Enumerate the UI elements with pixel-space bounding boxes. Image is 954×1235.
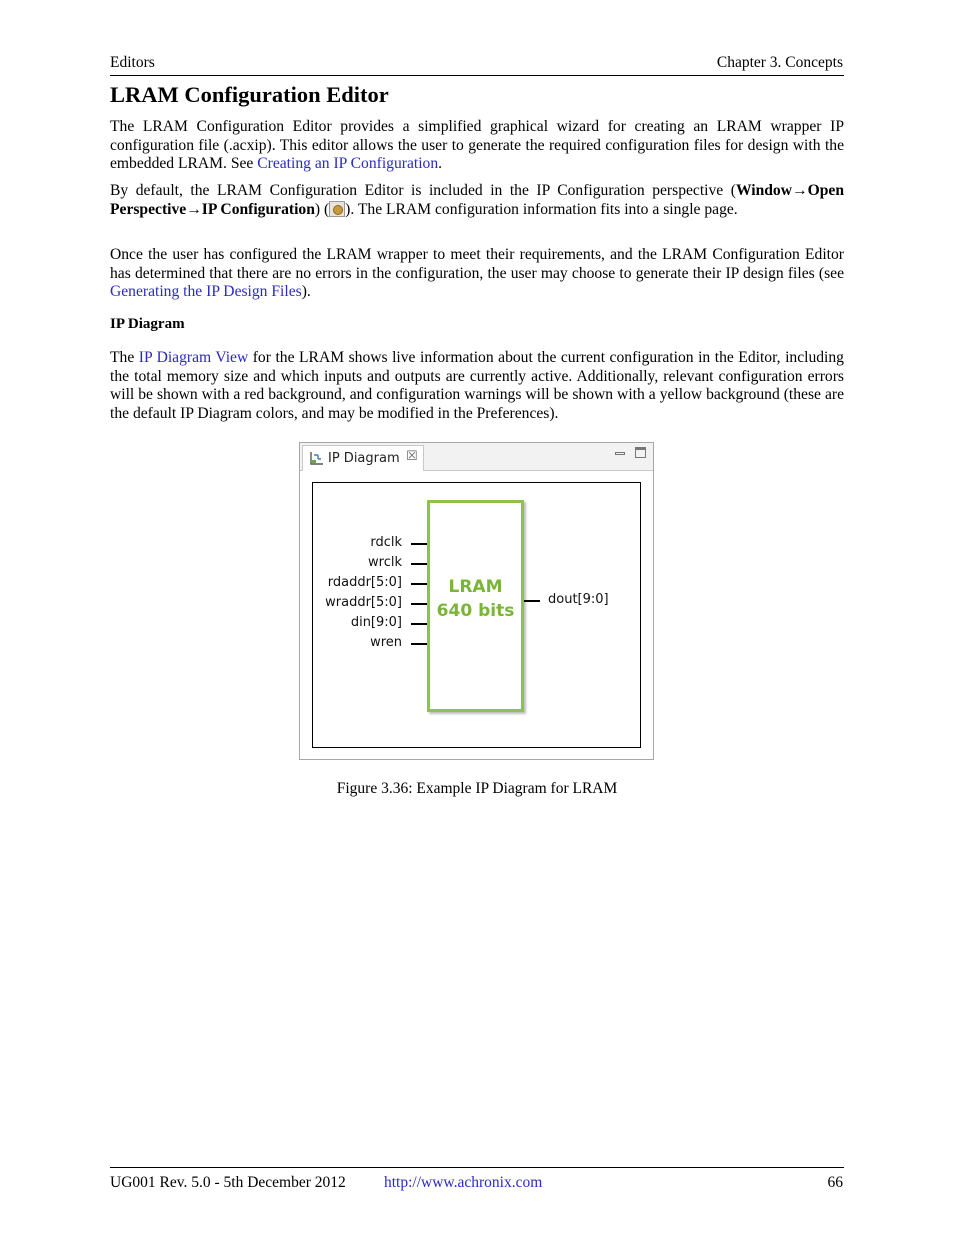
input-port-label: rdclk: [370, 535, 402, 550]
output-port-label: dout[9:0]: [548, 592, 609, 607]
ip-diagram-icon: [308, 451, 324, 467]
close-icon[interactable]: ☒: [406, 449, 418, 464]
paragraph-intro: The LRAM Configuration Editor provides a simplified graphical wizard for creating an LRAM wrapper IP configuration file (.acxip). This editor allows the user to generate the required configuration files for design with the embedded LRAM. See Creating an IP Configuration.: [110, 118, 844, 173]
paragraph-ip-diagram: The IP Diagram View for the LRAM shows live information about the current configuration in the Editor, including the total memory size and which inputs and outputs are currently active. Additionally, relevant configuration errors will be shown with a red background, and configuration warnings will be shown with a yellow background (these are the default IP Diagram colors, and may be modified in the Preferences).: [110, 349, 844, 422]
page-header-right: Chapter 3. Concepts: [716, 54, 843, 71]
achronix-website-link[interactable]: http://www.achronix.com: [384, 1174, 543, 1191]
input-wire: [411, 623, 427, 625]
input-wire: [411, 583, 427, 585]
input-wire: [411, 643, 427, 645]
maximize-icon[interactable]: [635, 447, 646, 458]
input-port-label: wraddr[5:0]: [325, 595, 402, 610]
input-port-label: wrclk: [368, 555, 402, 570]
input-wire: [411, 563, 427, 565]
generating-ip-design-files-link[interactable]: Generating the IP Design Files: [110, 283, 302, 301]
input-port-label: wren: [370, 635, 402, 650]
input-port-label: rdaddr[5:0]: [327, 575, 402, 590]
input-port-label: din[9:0]: [350, 615, 402, 630]
diagram-canvas: [312, 482, 641, 748]
menu-ip-configuration: IP Configuration: [201, 200, 315, 218]
tab-label: IP Diagram: [328, 451, 400, 466]
ip-configuration-perspective-icon: [329, 201, 345, 217]
ip-diagram-tab[interactable]: [302, 445, 424, 471]
input-wire: [411, 603, 427, 605]
page-number: 66: [827, 1174, 843, 1191]
section-title: LRAM Configuration Editor: [110, 82, 389, 107]
paragraph-perspective: By default, the LRAM Configuration Editor is included in the IP Configuration perspective (Window→Open Perspective→IP Configuration) ( ). The LRAM configuration information fits into a single page.: [110, 182, 844, 218]
input-wire: [411, 543, 427, 545]
header-rule: [110, 75, 844, 76]
view-tab-bar: [300, 443, 653, 471]
footer-rule: [110, 1167, 844, 1168]
footer-doc-id: UG001 Rev. 5.0 - 5th December 2012: [110, 1174, 346, 1191]
block-size: 640 bits: [436, 601, 515, 621]
menu-window: Window: [735, 182, 792, 199]
creating-ip-configuration-link[interactable]: Creating an IP Configuration: [257, 155, 439, 173]
subheading-ip-diagram: IP Diagram: [110, 316, 185, 332]
footer-website: [384, 1174, 542, 1192]
output-wire: [524, 600, 540, 602]
page-header-left: Editors: [110, 54, 155, 71]
lram-block: [427, 500, 524, 712]
paragraph-generate: Once the user has configured the LRAM wrapper to meet their requirements, and the LRAM Configuration Editor has determined that there are no errors in the configuration, the user may choose to generate their IP design files (see Generating the IP Design Files).: [110, 246, 844, 301]
figure-caption: Figure 3.36: Example IP Diagram for LRAM: [336, 780, 618, 797]
ip-diagram-figure: [299, 442, 654, 760]
block-name: LRAM: [448, 577, 503, 597]
ip-diagram-view-link[interactable]: IP Diagram View: [138, 349, 249, 366]
menu-open-perspective: Open Perspective: [110, 182, 844, 218]
minimize-icon[interactable]: [615, 452, 625, 455]
